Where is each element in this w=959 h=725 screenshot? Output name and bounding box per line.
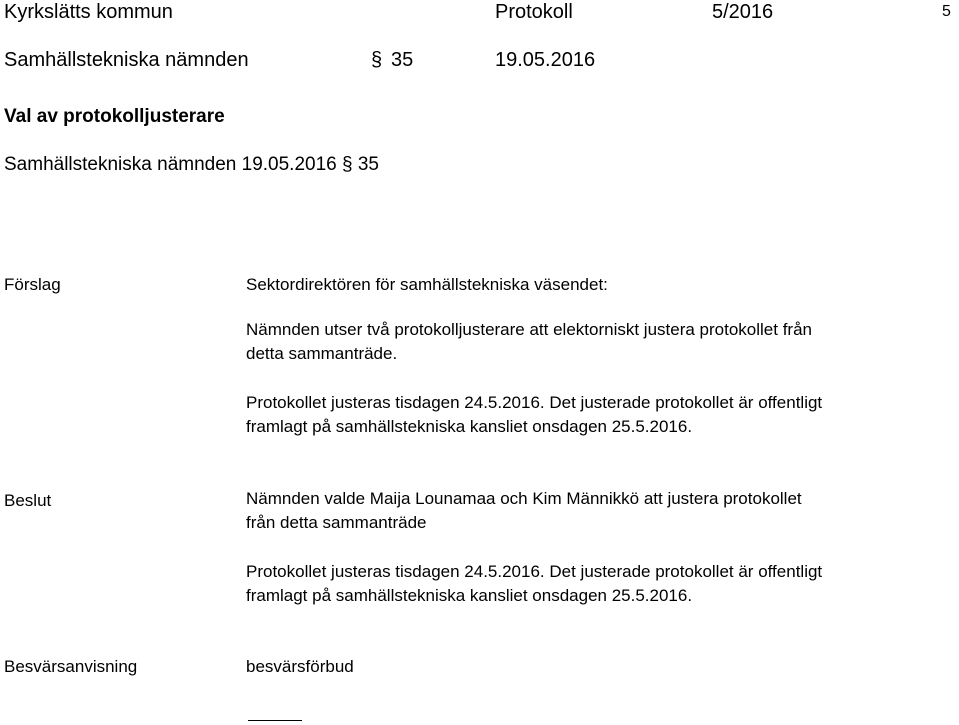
- beslut-paragraph-2-line-1: Protokollet justeras tisdagen 24.5.2016. Det justerade protokollet är offentligt: [246, 562, 823, 581]
- document-number: 5/2016: [712, 1, 774, 23]
- beslut-paragraph-2-line-2: framlagt på samhällstekniska kansliet onsdagen 25.5.2016.: [246, 586, 693, 605]
- subheading: Samhällstekniska nämnden 19.05.2016 § 35: [4, 154, 379, 175]
- section-number: 35: [391, 49, 414, 71]
- beslut-paragraph-1: [246, 487, 802, 535]
- beslut-paragraph-1-line-2: från detta sammanträde: [246, 513, 427, 532]
- forslag-paragraph-1-line-2: detta sammanträde.: [246, 344, 398, 363]
- forslag-paragraph-1-line-1: Nämnden utser två protokolljusterare att elektorniskt justera protokollet från: [246, 320, 812, 339]
- forslag-paragraph-2: [246, 391, 822, 439]
- forslag-label: Förslag: [4, 275, 61, 294]
- board-name: Samhällstekniska nämnden: [4, 49, 249, 71]
- page-number: 5: [942, 3, 951, 20]
- beslut-paragraph-2: [246, 560, 822, 608]
- besvarsanvisning-value: besvärsförbud: [246, 657, 354, 676]
- forslag-intro: Sektordirektören för samhällstekniska väsendet:: [246, 275, 608, 294]
- forslag-paragraph-2-line-1: Protokollet justeras tisdagen 24.5.2016. Det justerade protokollet är offentligt: [246, 393, 823, 412]
- municipality-name: Kyrkslätts kommun: [4, 1, 173, 23]
- forslag-paragraph-2-line-2: framlagt på samhällstekniska kansliet onsdagen 25.5.2016.: [246, 417, 693, 436]
- besvarsanvisning-label: Besvärsanvisning: [4, 657, 138, 676]
- section-symbol: §: [371, 49, 383, 71]
- page-title: Val av protokolljusterare: [4, 106, 225, 127]
- document-type: Protokoll: [495, 1, 573, 23]
- forslag-paragraph-1: [246, 318, 812, 366]
- meeting-date: 19.05.2016: [495, 49, 596, 71]
- bottom-divider: [248, 720, 302, 721]
- beslut-paragraph-1-line-1: Nämnden valde Maija Lounamaa och Kim Männikkö att justera protokollet: [246, 489, 802, 508]
- beslut-label: Beslut: [4, 491, 52, 510]
